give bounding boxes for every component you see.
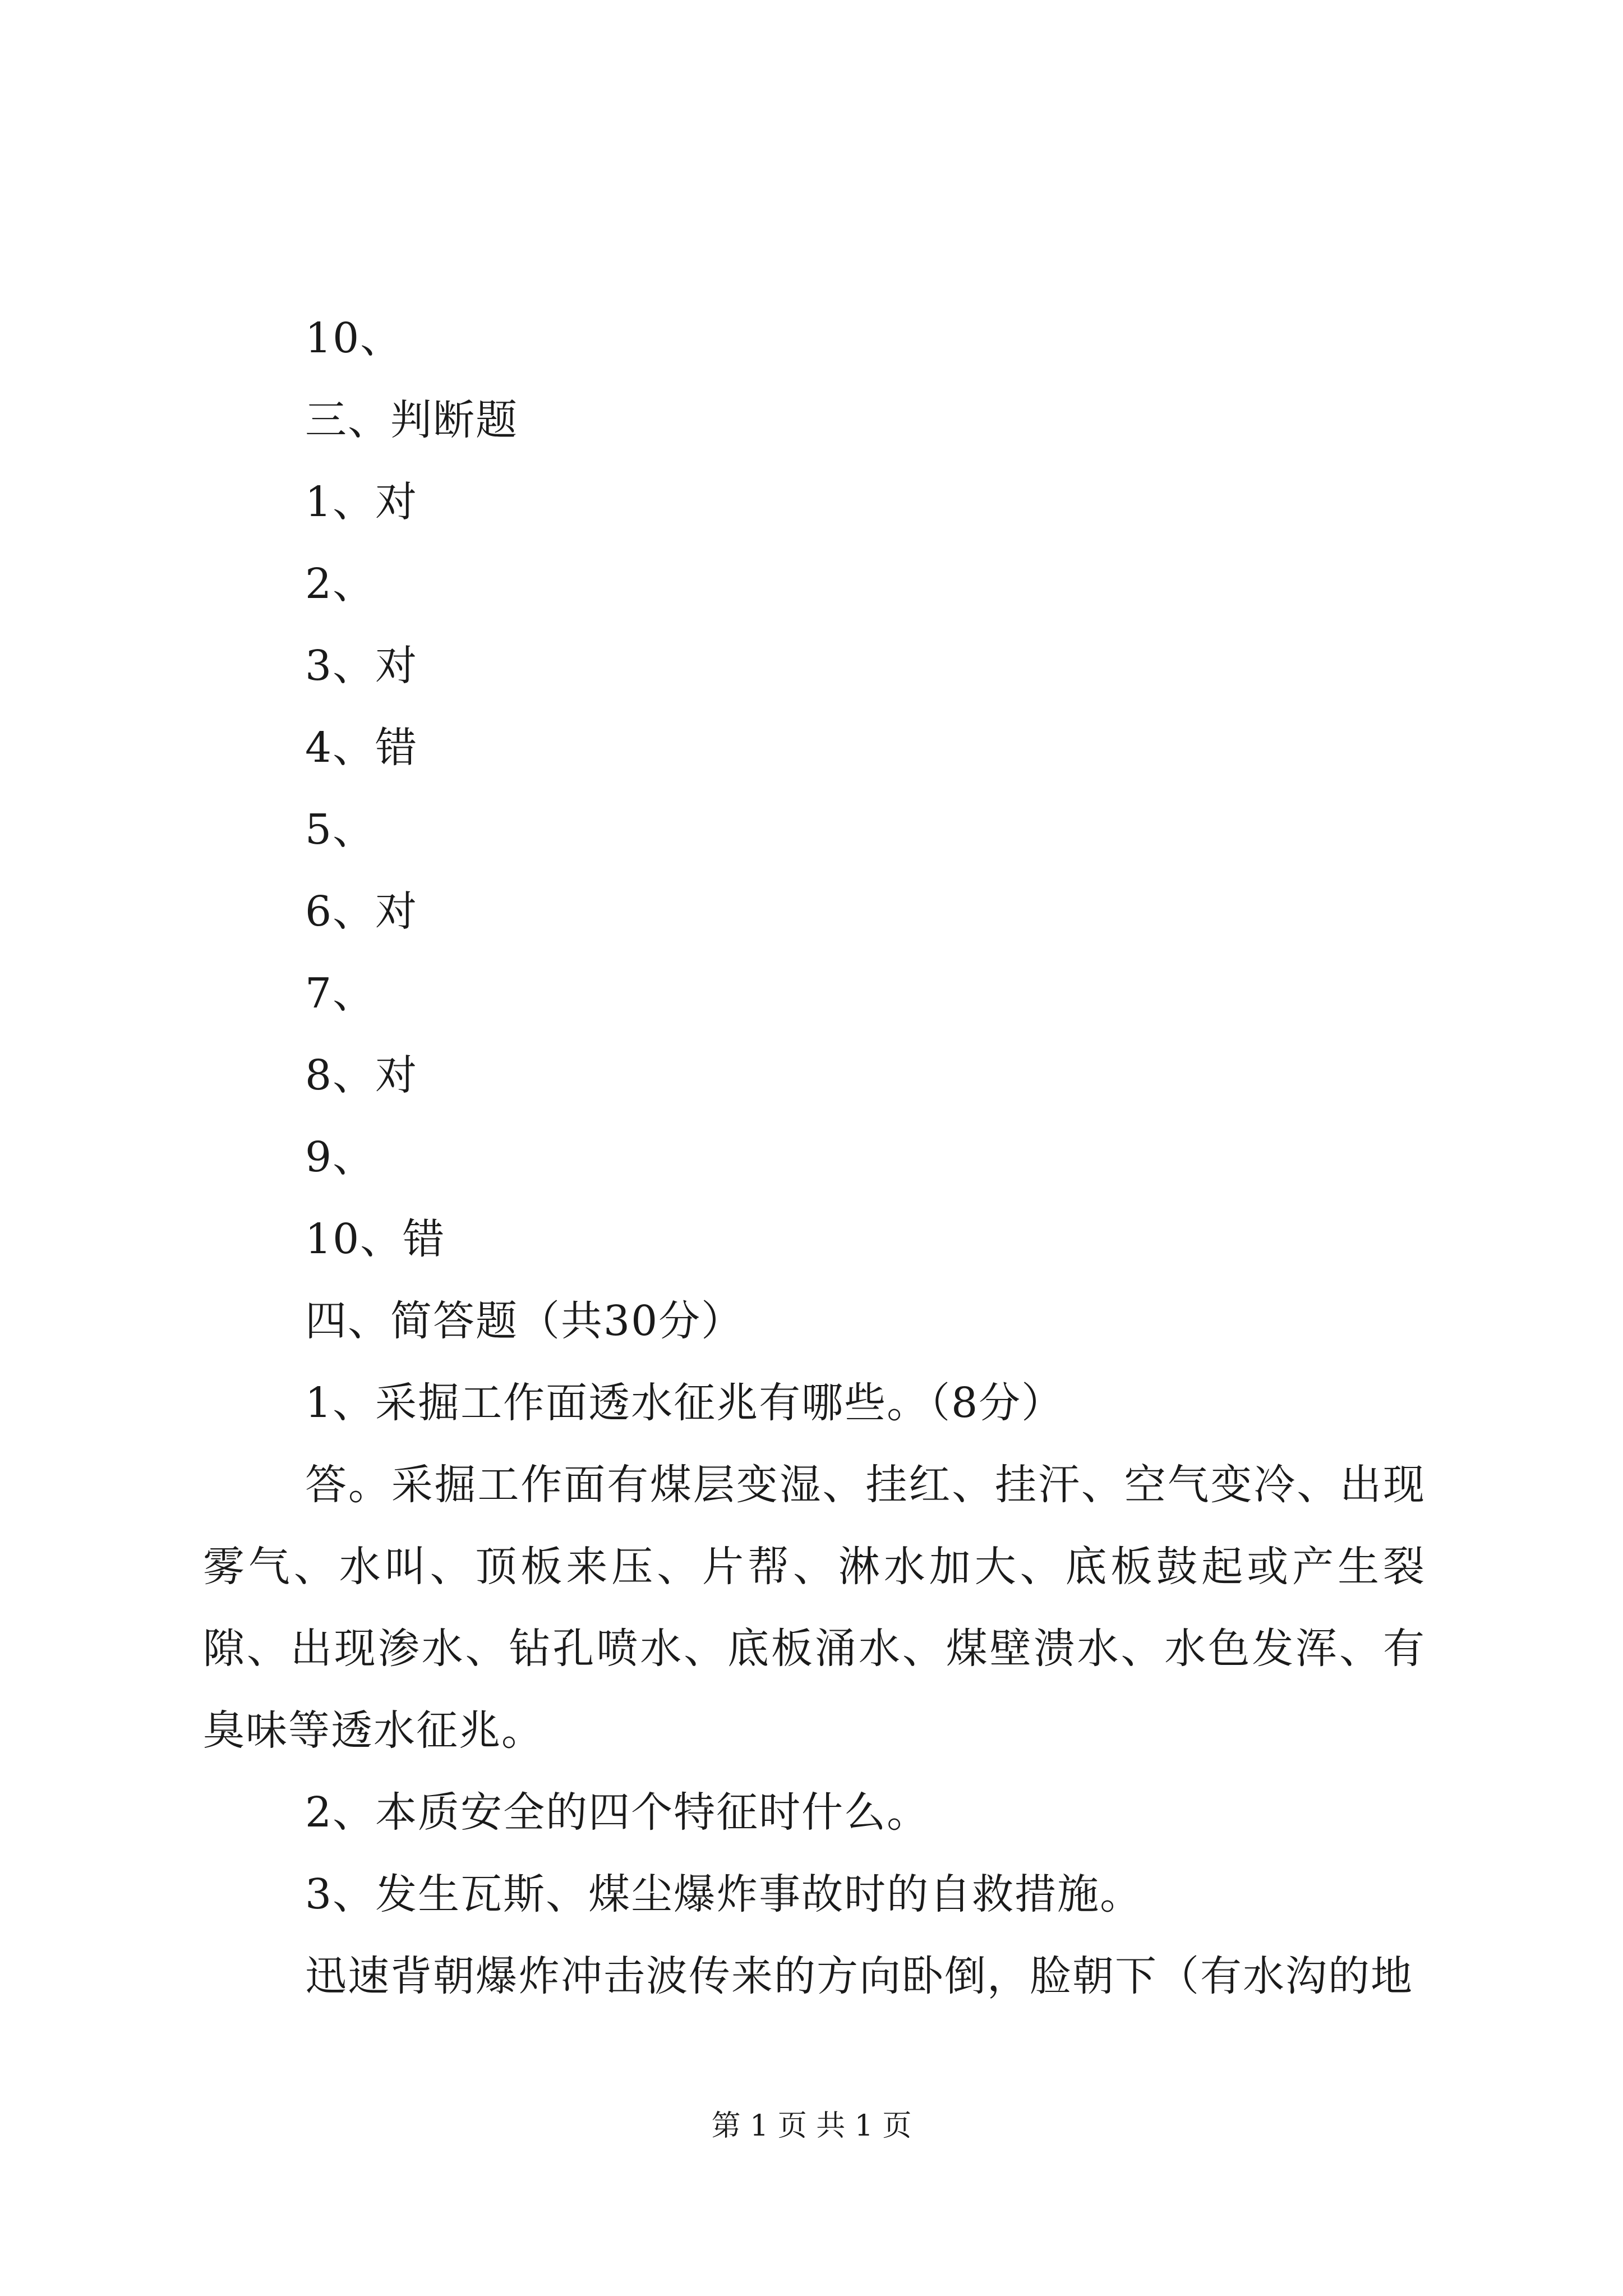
section-heading-short-answer: 四、简答题（共30分） <box>305 1297 744 1345</box>
text-line: 10、 <box>305 314 403 362</box>
answer-line: 4、错 <box>305 724 418 772</box>
answer-line: 2、 <box>305 560 376 608</box>
question-3: 3、发生瓦斯、煤尘爆炸事故时的自救措施。 <box>305 1870 1143 1918</box>
answer-paragraph-3: 迅速背朝爆炸冲击波传来的方向卧倒，脸朝下（有水沟的地 <box>305 1952 1413 2000</box>
section-heading-true-false: 三、判断题 <box>305 396 518 444</box>
answer-line: 7、 <box>305 969 376 1018</box>
answer-paragraph-1: 答。采掘工作面有煤层变湿、挂红、挂汗、空气变冷、出现雾气、水叫、顶板来压、片帮、淋水加大、底板鼓起或产生裂隙、出现渗水、钻孔喷水、底板涌水、煤壁溃水、水色发浑、有臭味等透水征兆。 <box>203 1461 1426 1755</box>
answer-line: 10、错 <box>305 1215 446 1263</box>
answer-line: 5、 <box>305 806 376 854</box>
answer-line: 6、对 <box>305 887 418 936</box>
question-2: 2、本质安全的四个特征时什么。 <box>305 1788 930 1837</box>
question-1: 1、采掘工作面透水征兆有哪些。（8分） <box>305 1379 1064 1427</box>
answer-line: 9、 <box>305 1133 376 1181</box>
page-footer: 第 1 页 共 1 页 <box>711 2109 912 2143</box>
answer-line: 1、对 <box>305 478 418 526</box>
document-body <box>203 297 1426 2017</box>
answer-line: 8、对 <box>305 1051 418 1099</box>
answer-line: 3、对 <box>305 642 418 690</box>
